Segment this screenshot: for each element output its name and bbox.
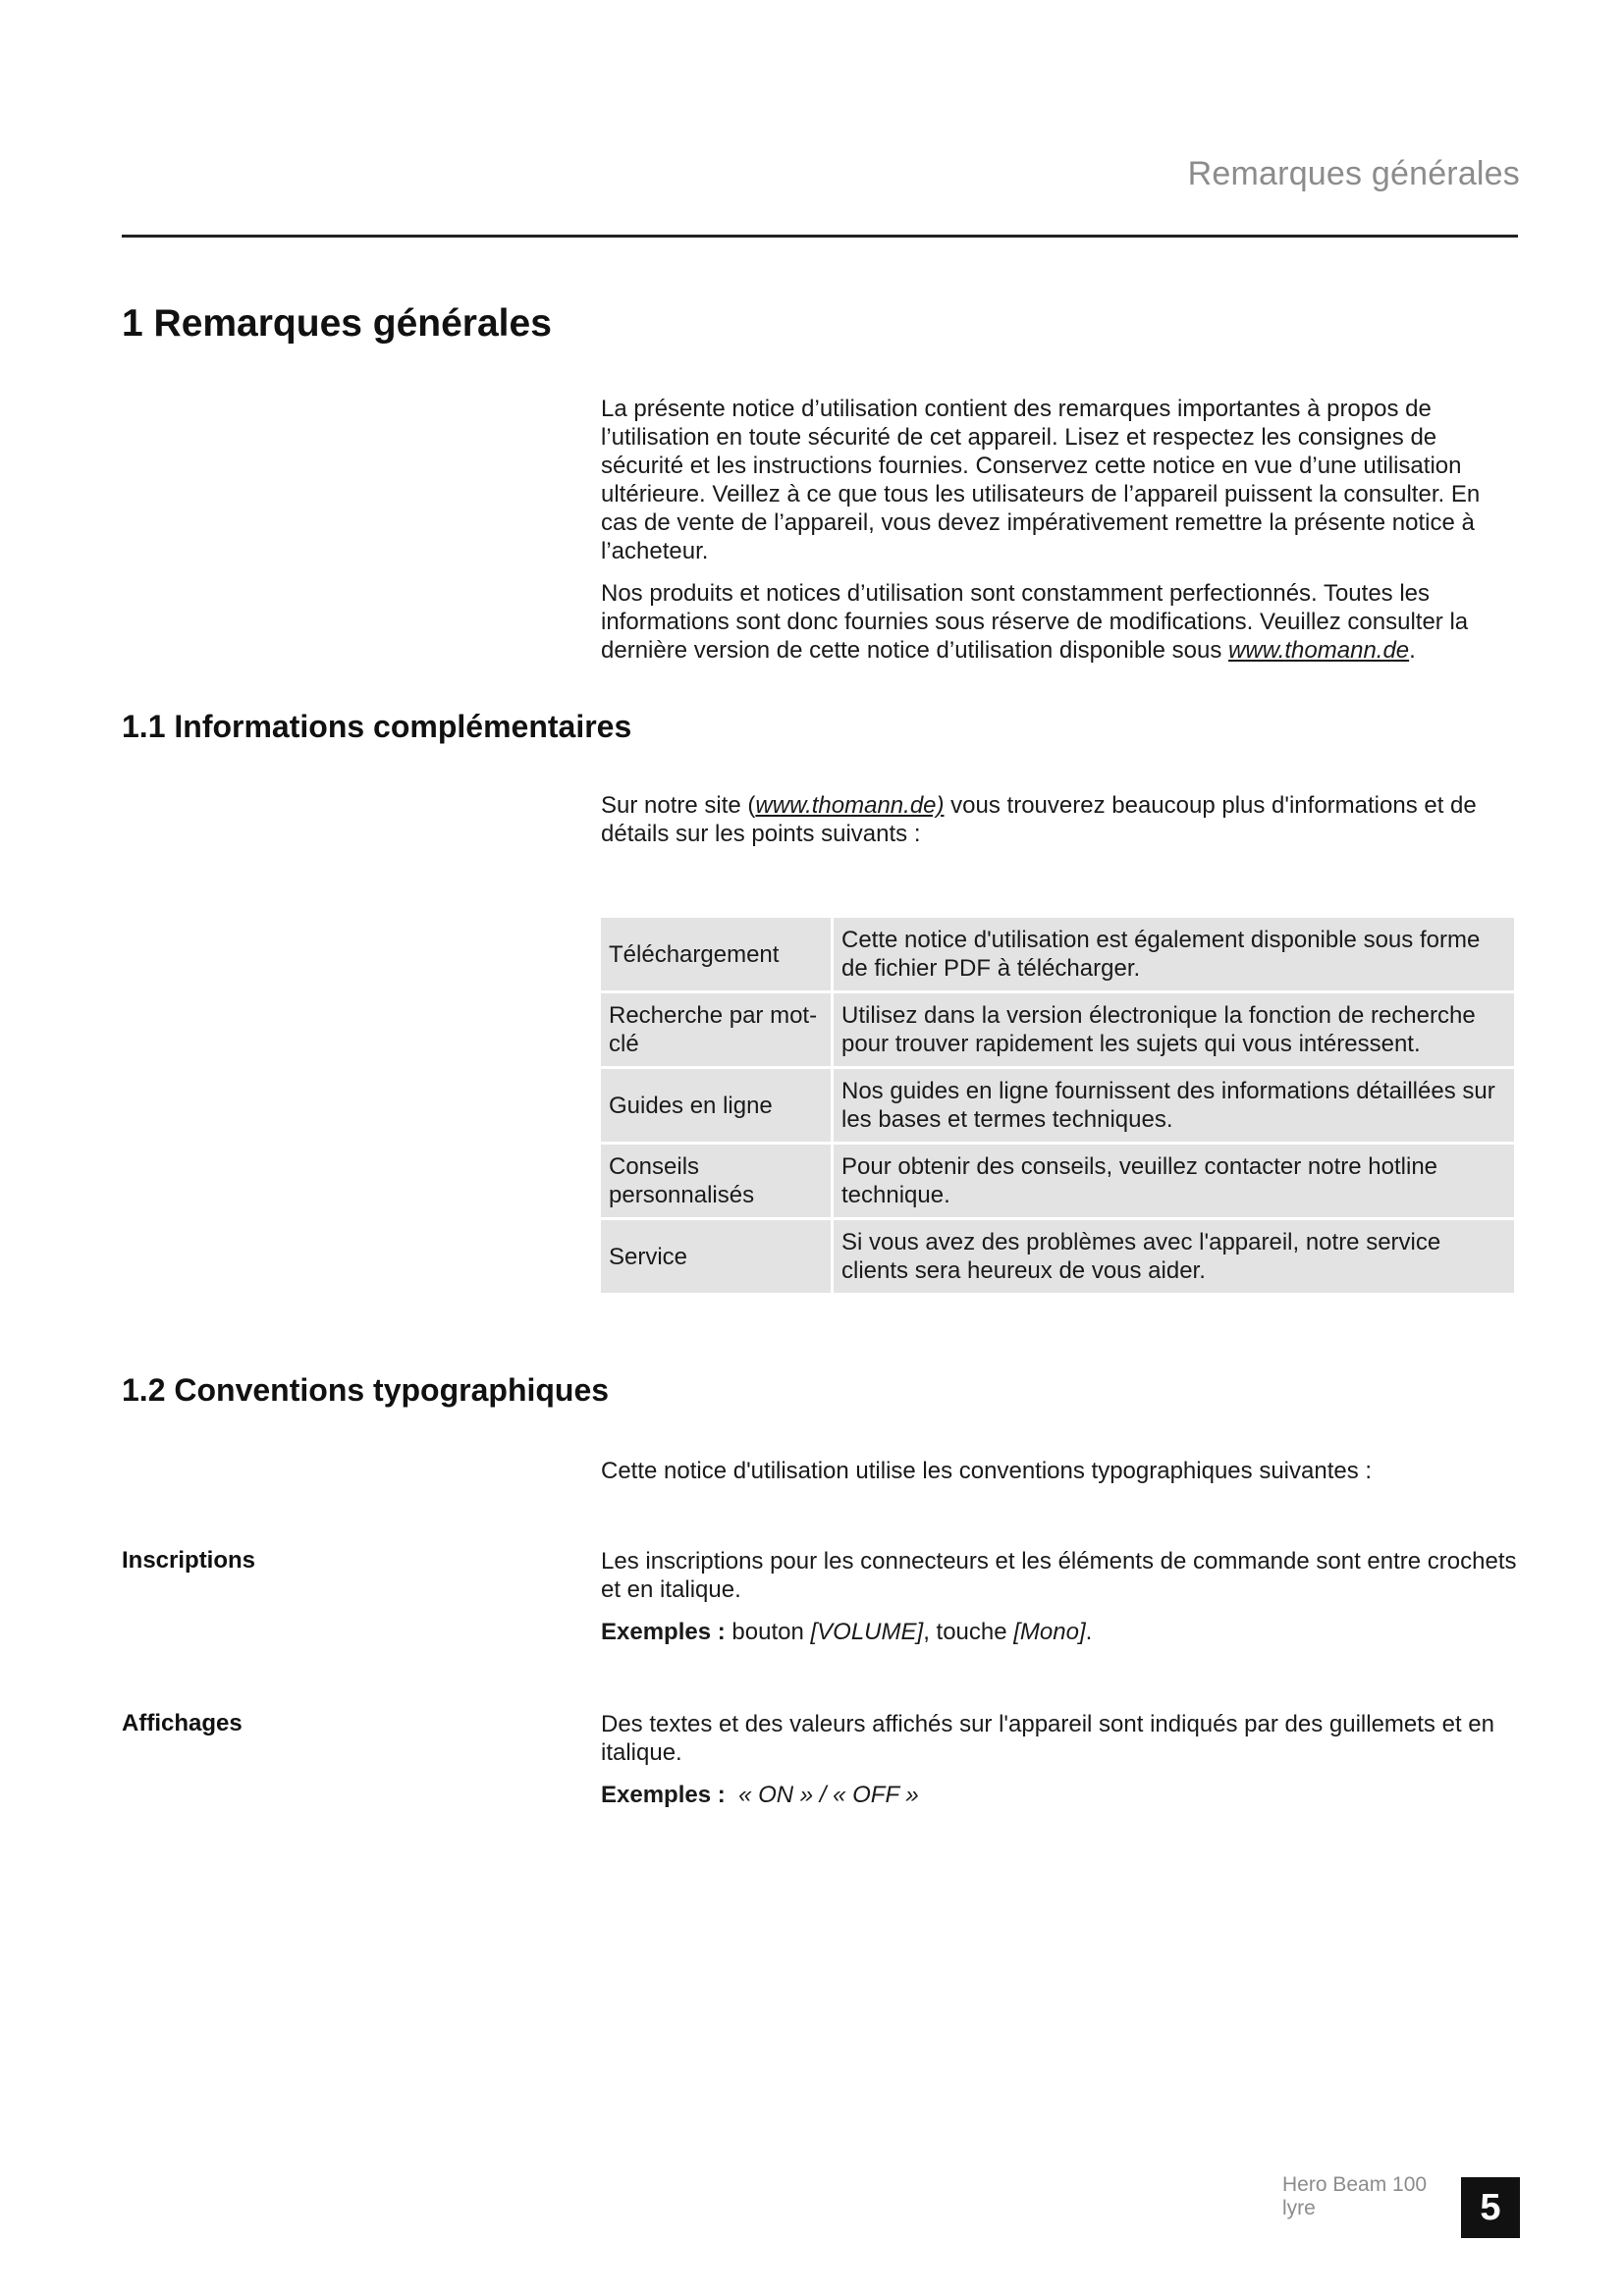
example-label: Exemples :: [601, 1782, 726, 1808]
example-value: « ON » / « OFF »: [725, 1782, 919, 1808]
section-1-body: [601, 395, 1520, 678]
row-key: Téléchargement: [601, 918, 831, 990]
inscriptions-text: Les inscriptions pour les connecteurs et les éléments de commande sont entre crochets et en italique.: [601, 1548, 1517, 1603]
para-2-text: Nos produits et notices d’utilisation sont constamment perfectionnés. Toutes les informations sont donc fournies sous réserve de modifications. Veuillez consulter la dernière version de cette notice d’utilisation disponible sous: [601, 580, 1469, 664]
table-row: [601, 1069, 1514, 1142]
affichages-example: [601, 1781, 1520, 1809]
para-2-end: .: [1409, 637, 1416, 664]
thomann-site-link[interactable]: www.thomann.de): [755, 792, 945, 819]
section-1-1-intro: [601, 791, 1520, 862]
row-value: Utilisez dans la version électronique la fonction de recherche pour trouver rapidement les sujets qui vous intéressent.: [834, 993, 1514, 1066]
product-name: Hero Beam 100: [1282, 2173, 1428, 2196]
row-key: Conseils personnalisés: [601, 1145, 831, 1217]
row-key: Service: [601, 1220, 831, 1293]
example-part: , touche: [923, 1619, 1014, 1645]
section-1-1-intro-text: [601, 791, 1520, 848]
inscriptions-example: [601, 1618, 1520, 1646]
section-1-para-1: La présente notice d’utilisation contient des remarques importantes à propos de l’utilisation en toute sécurité de cet appareil. Lisez et respectez les consignes de sécurité et les instructions fournies. Conservez cette notice en vue d’une utilisation ultérieure. Veillez à ce que tous les utilisateurs de l’appareil puissent la consulter. En cas de vente de l’appareil, vous devez impérativement remettre la présente notice à l’acheteur.: [601, 396, 1481, 564]
running-header: Remarques générales: [1187, 155, 1520, 192]
affichages-label: Affichages: [122, 1710, 243, 1736]
row-value: Cette notice d'utilisation est également disponible sous forme de fichier PDF à télécharger.: [834, 918, 1514, 990]
header-rule: [122, 235, 1518, 238]
example-mono: [Mono]: [1013, 1619, 1086, 1645]
intro-before: Sur notre site (: [601, 792, 756, 819]
example-label: Exemples :: [601, 1619, 726, 1645]
section-1-1-heading: 1.1 Informations complémentaires: [122, 709, 632, 744]
affichages-text: Des textes et des valeurs affichés sur l'appareil sont indiqués par des guillemets et en italique.: [601, 1711, 1494, 1766]
section-1-2-intro: Cette notice d'utilisation utilise les conventions typographiques suivantes :: [601, 1458, 1373, 1484]
table-row: [601, 918, 1514, 990]
table-row: [601, 993, 1514, 1066]
intro-after: vous trouverez beaucoup plus d'informations et de détails sur les points suivants :: [601, 792, 1477, 847]
product-type: lyre: [1282, 2197, 1316, 2219]
section-1-para-2: [601, 579, 1520, 665]
thomann-link[interactable]: www.thomann.de: [1228, 637, 1410, 664]
info-table: [598, 915, 1517, 1296]
row-value: Nos guides en ligne fournissent des informations détaillées sur les bases et termes techniques.: [834, 1069, 1514, 1142]
inscriptions-body: [601, 1547, 1520, 1660]
section-1-heading: 1 Remarques générales: [122, 302, 552, 345]
row-key: Guides en ligne: [601, 1069, 831, 1142]
row-value: Si vous avez des problèmes avec l'appareil, notre service clients sera heureux de vous aider.: [834, 1220, 1514, 1293]
affichages-body: [601, 1710, 1520, 1823]
example-part: bouton: [725, 1619, 811, 1645]
example-volume: [VOLUME]: [810, 1619, 924, 1645]
table-row: [601, 1145, 1514, 1217]
section-1-2-heading: 1.2 Conventions typographiques: [122, 1372, 610, 1408]
row-key: Recherche par mot-clé: [601, 993, 831, 1066]
table-row: [601, 1220, 1514, 1293]
inscriptions-label: Inscriptions: [122, 1547, 256, 1574]
page-number: 5: [1461, 2177, 1520, 2238]
example-part: .: [1085, 1619, 1093, 1645]
footer-product: [1282, 2173, 1427, 2220]
row-value: Pour obtenir des conseils, veuillez contacter notre hotline technique.: [834, 1145, 1514, 1217]
